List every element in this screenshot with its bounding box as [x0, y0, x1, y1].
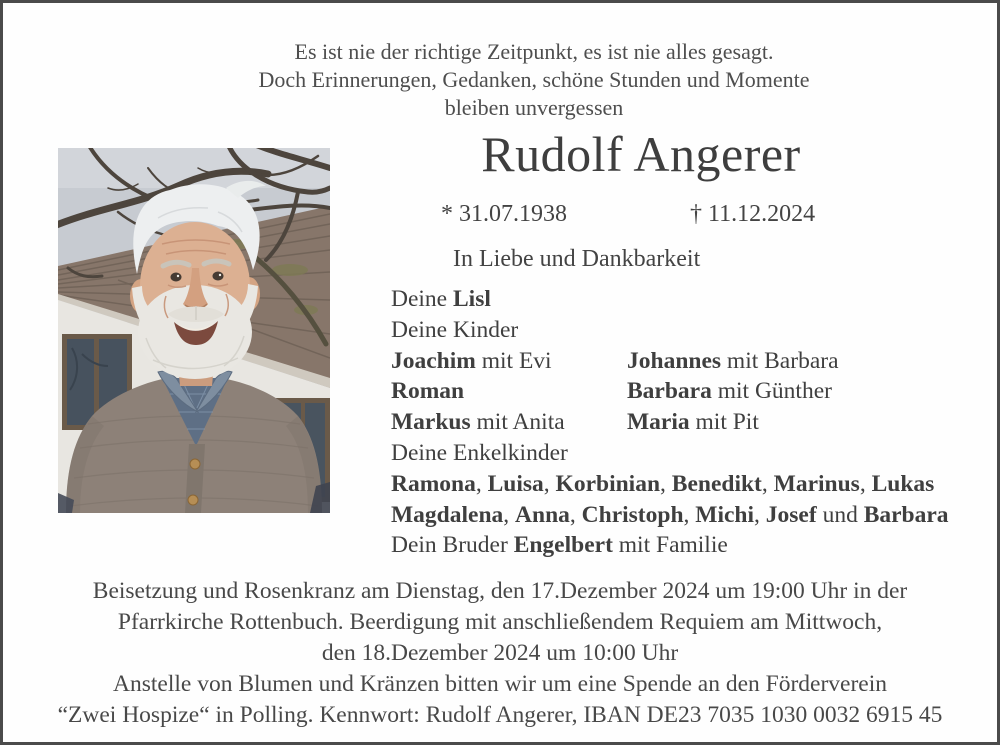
epigraph-line-3: bleiben unvergessen [444, 95, 624, 120]
grandchildren-label: Deine Enkelkinder [391, 439, 568, 466]
epigraph [73, 38, 995, 122]
funeral-line-2: Pfarrkirche Rottenbuch. Beerdigung mit anschließendem Requiem am Mittwoch, [117, 609, 883, 635]
child-entry: Roman [391, 378, 465, 405]
death-date: † 11.12.2024 [690, 201, 816, 227]
children-grid [391, 346, 976, 438]
birth-date: * 31.07.1938 [441, 201, 567, 227]
child-entry: Johannes mit Barbara [627, 347, 839, 374]
spouse-line: Deine Lisl [391, 286, 491, 312]
children-label: Deine Kinder [391, 316, 519, 343]
portrait-photo-illustration [58, 148, 330, 513]
epigraph-line-1: Es ist nie der richtige Zeitpunkt, es ist nie alles gesagt. [294, 39, 774, 64]
life-dates [391, 199, 891, 229]
funeral-line-3: den 18.Dezember 2024 um 10:00 Uhr [321, 640, 679, 666]
dedication: In Liebe und Dankbarkeit [453, 246, 701, 272]
donation-line-1: Anstelle von Blumen und Kränzen bitten wir um eine Spende an den Förderverein [113, 671, 887, 697]
portrait-photo [58, 148, 330, 513]
funeral-line-1: Beisetzung und Rosenkranz am Dienstag, den 17.Dezember 2024 um 19:00 Uhr in der [92, 578, 908, 604]
grandchildren-line-2: Magdalena, Anna, Christoph, Michi, Josef und Barbara [391, 501, 949, 528]
child-entry: Maria mit Pit [627, 409, 759, 436]
mourners-list [391, 284, 976, 561]
child-entry: Joachim mit Evi [391, 347, 552, 374]
deceased-name: Rudolf Angerer [481, 126, 801, 182]
funeral-info [3, 576, 997, 731]
child-entry: Barbara mit Günther [627, 378, 832, 405]
brother-line: Dein Bruder Engelbert mit Familie [391, 532, 728, 559]
epigraph-line-2: Doch Erinnerungen, Gedanken, schöne Stunden und Momente [258, 67, 810, 92]
donation-line-2: “Zwei Hospize“ in Polling. Kennwort: Rudolf Angerer, IBAN DE23 7035 1030 0032 6915 45 [57, 702, 943, 728]
grandchildren-line-1: Ramona, Luisa, Korbinian, Benedikt, Marinus, Lukas [391, 470, 935, 497]
child-entry: Markus mit Anita [391, 409, 565, 436]
